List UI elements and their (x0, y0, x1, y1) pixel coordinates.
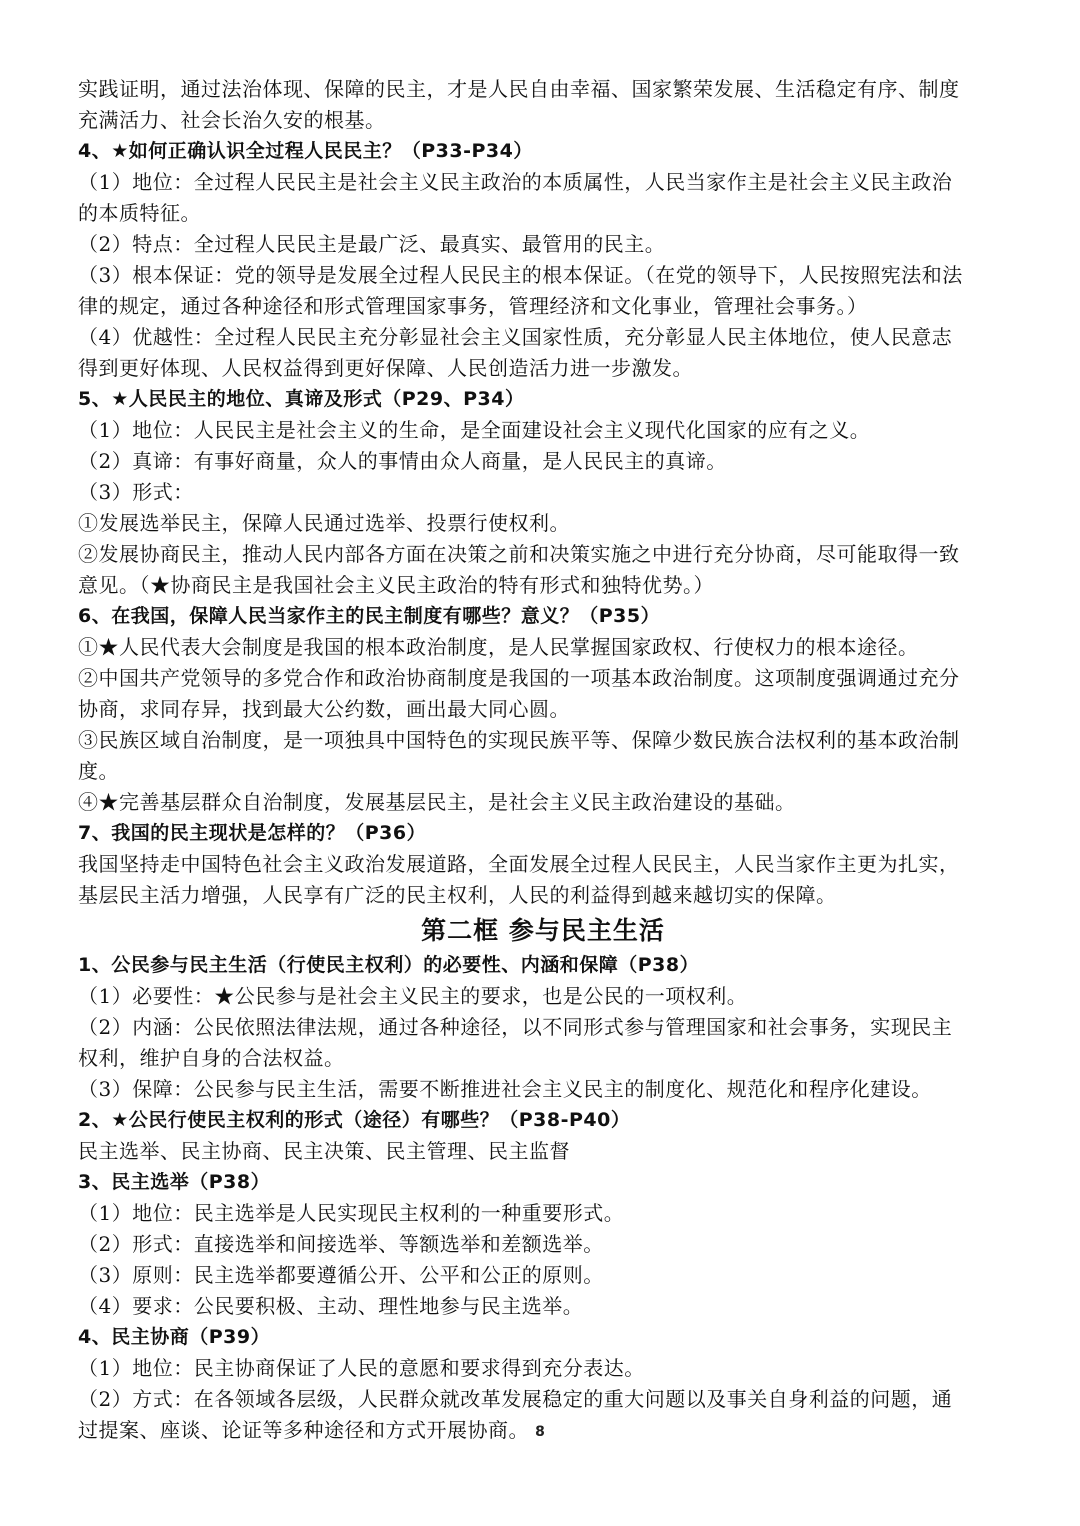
text-line: （2）形式：直接选举和间接选举、等额选举和差额选举。 (78, 1232, 604, 1256)
text-line: 民主选举、民主协商、民主决策、民主管理、民主监督 (78, 1139, 570, 1163)
text-line: ①★人民代表大会制度是我国的根本政治制度，是人民掌握国家政权、行使权力的根本途径。 (78, 635, 919, 659)
text-line: （2）特点：全过程人民民主是最广泛、最真实、最管用的民主。 (78, 232, 666, 256)
document-body (78, 74, 1008, 1446)
text-line: 律的规定，通过各种途径和形式管理国家事务，管理经济和文化事业，管理社会事务。） (78, 294, 868, 318)
text-line: 度。 (78, 759, 119, 783)
text-line: 充满活力、社会长治久安的根基。 (78, 108, 386, 132)
question-heading: 1、公民参与民主生活（行使民主权利）的必要性、内涵和保障（P38） (78, 954, 700, 976)
text-line: （4）要求：公民要积极、主动、理性地参与民主选举。 (78, 1294, 584, 1318)
text-line: 权利，维护自身的合法权益。 (78, 1046, 345, 1070)
text-line: （3）原则：民主选举都要遵循公开、公平和公正的原则。 (78, 1263, 604, 1287)
text-line: （1）地位：民主选举是人民实现民主权利的一种重要形式。 (78, 1201, 625, 1225)
question-heading: 4、★如何正确认识全过程人民民主？（P33-P34） (78, 140, 533, 162)
question-heading: 6、在我国，保障人民当家作主的民主制度有哪些？意义？（P35） (78, 605, 661, 627)
text-line: ①发展选举民主，保障人民通过选举、投票行使权利。 (78, 511, 570, 535)
text-line: （1）地位：全过程人民民主是社会主义民主政治的本质属性，人民当家作主是社会主义民主政治 (78, 170, 953, 194)
text-line: （1）地位：人民民主是社会主义的生命，是全面建设社会主义现代化国家的应有之义。 (78, 418, 871, 442)
text-line: （3）保障：公民参与民主生活，需要不断推进社会主义民主的制度化、规范化和程序化建设。 (78, 1077, 932, 1101)
text-line: （2）真谛：有事好商量，众人的事情由众人商量，是人民民主的真谛。 (78, 449, 727, 473)
text-line: （2）方式：在各领域各层级，人民群众就改革发展稳定的重大问题以及事关自身利益的问题，通 (78, 1387, 953, 1411)
page-number: 8 (535, 1424, 545, 1440)
text-line: 基层民主活力增强，人民享有广泛的民主权利，人民的利益得到越来越切实的保障。 (78, 883, 837, 907)
question-heading: 3、民主选举（P38） (78, 1171, 271, 1193)
question-heading: 7、我国的民主现状是怎样的？（P36） (78, 822, 427, 844)
text-line: （4）优越性：全过程人民民主充分彰显社会主义国家性质，充分彰显人民主体地位，使人民意志 (78, 325, 953, 349)
text-line: （2）内涵：公民依照法律法规，通过各种途径，以不同形式参与管理国家和社会事务，实现民主 (78, 1015, 953, 1039)
section-title: 第二框 参与民主生活 (421, 916, 665, 945)
text-line: ③民族区域自治制度，是一项独具中国特色的实现民族平等、保障少数民族合法权利的基本政治制 (78, 728, 960, 752)
text-line: 我国坚持走中国特色社会主义政治发展道路，全面发展全过程人民民主，人民当家作主更为扎实， (78, 852, 960, 876)
question-heading: 2、★公民行使民主权利的形式（途径）有哪些？（P38-P40） (78, 1109, 631, 1131)
text-line: （3）形式： (78, 480, 194, 504)
text-line: 过提案、座谈、论证等多种途径和方式开展协商。 (78, 1418, 529, 1442)
text-line: 实践证明，通过法治体现、保障的民主，才是人民自由幸福、国家繁荣发展、生活稳定有序、制度 (78, 77, 960, 101)
text-line: （3）根本保证：党的领导是发展全过程人民民主的根本保证。（在党的领导下，人民按照宪法和法 (78, 263, 963, 287)
text-line: 得到更好体现、人民权益得到更好保障、人民创造活力进一步激发。 (78, 356, 693, 380)
text-line: 的本质特征。 (78, 201, 201, 225)
text-line: 协商，求同存异，找到最大公约数，画出最大同心圆。 (78, 697, 570, 721)
text-line: 意见。（★协商民主是我国社会主义民主政治的特有形式和独特优势。） (78, 573, 714, 597)
question-heading: 5、★人民民主的地位、真谛及形式（P29、P34） (78, 388, 525, 410)
text-line: （1）必要性：★公民参与是社会主义民主的要求，也是公民的一项权利。 (78, 984, 748, 1008)
text-line: ④★完善基层群众自治制度，发展基层民主，是社会主义民主政治建设的基础。 (78, 790, 796, 814)
text-line: ②中国共产党领导的多党合作和政治协商制度是我国的一项基本政治制度。这项制度强调通过充分 (78, 666, 960, 690)
question-heading: 4、民主协商（P39） (78, 1326, 271, 1348)
text-line: （1）地位：民主协商保证了人民的意愿和要求得到充分表达。 (78, 1356, 645, 1380)
text-line: ②发展协商民主，推动人民内部各方面在决策之前和决策实施之中进行充分协商，尽可能取得一致 (78, 542, 960, 566)
